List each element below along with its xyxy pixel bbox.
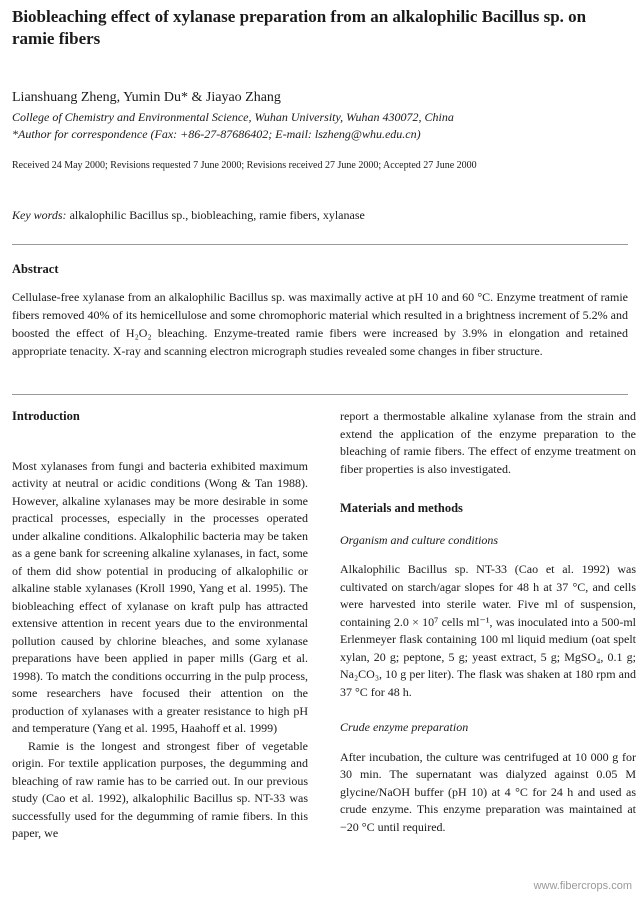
organism-subheading: Organism and culture conditions — [340, 532, 499, 547]
introduction-paragraph-2: Ramie is the longest and strongest fiber of vegetable origin. For textile application purposes, the degumming and bleaching of raw ramie has to be carried out. In our previous study (Cao et al. 1992), alkalophilic Bacillus sp. NT-33 was successfully used for the degumming of ramie fibers. In this paper, we — [12, 738, 308, 840]
introduction-continuation: report a thermostable alkaline xylanase from the strain and extend the application of the enzyme preparation to the bleaching of ramie fibers. The effect of enzyme treatment on fiber properties is also investigated. — [340, 409, 636, 476]
crude-enzyme-subheading: Crude enzyme preparation — [340, 720, 469, 734]
keywords-list: alkalophilic Bacillus sp., biobleaching, ramie fibers, xylanase — [69, 208, 365, 222]
divider-top — [12, 244, 628, 245]
methods-heading: Materials and methods — [340, 501, 463, 515]
abstract-heading: Abstract — [12, 262, 59, 276]
site-watermark: www.fibercrops.com — [533, 880, 632, 892]
introduction-paragraph-1: Most xylanases from fungi and bacteria exhibited maximum activity at neutral or acidic conditions (Wong & Tan 1988). However, alkaline xylanases may be more desirable in some practical processes, especially in the processes operated under alkaline conditions. Alkalophilic bacteria may be taken as a gene bank for screening alkaline xylanases, in fact, some of them did show potential in producing of alkalophilic or alkaline stable xylanases (Kroll 1990, Yang et al. 1995). The biobleaching effect of xylanase on kraft pulp has attracted extensive attention in recent years due to the environmental pollution caused by chlorine bleaches, and some xylanase preparations have been applied in paper mills (Garg et al. 1998). To match the conditions occurring in the pulp process, some researchers have focused their attention on the production of xylanases with a greater resistance to high pH and temperature (Yang et al. 1995, Haahoff et al. 1999) — [12, 458, 308, 735]
keywords-line — [12, 208, 365, 223]
submission-dates: Received 24 May 2000; Revisions requested 7 June 2000; Revisions received 27 June 2000; Accepted 27 June 2000 — [12, 160, 477, 171]
author-list: Lianshuang Zheng, Yumin Du* & Jiayao Zhang — [12, 90, 281, 105]
affiliation: College of Chemistry and Environmental Science, Wuhan University, Wuhan 430072, China — [12, 110, 454, 124]
divider-abstract — [12, 394, 628, 395]
correspondence-note: *Author for correspondence (Fax: +86-27-87686402; E-mail: lszheng@whu.edu.cn) — [12, 127, 421, 141]
crude-enzyme-text: After incubation, the culture was centrifuged at 10 000 g for 30 min. The supernatant was dialyzed against 0.05 M glycine/NaOH buffer (pH 10) at 4 °C for 24 h and used as crude enzyme. This enzyme preparation was maintained at −20 °C until required. — [340, 749, 636, 834]
keywords-label: Key words: — [12, 208, 67, 222]
introduction-heading: Introduction — [12, 409, 80, 423]
left-column — [12, 408, 308, 843]
organism-text: Alkalophilic Bacillus sp. NT-33 (Cao et al. 1992) was cultivated on starch/agar slopes for 48 h at 37 °C, and cells were harvested into sterile water. Five ml of suspension, containing 2.0 × 10⁷ cells ml⁻¹, was inoculated into a 500-ml Erlenmeyer flask containing 100 ml liquid medium (oat spelt xylan, 20 g; peptone, 5 g; yeast extract, 5 g; MgSO₄, 0.1 g; Na₂CO₃, 10 g per liter). The flask was shaken at 180 rpm and 37 °C for 48 h. — [340, 562, 636, 699]
paper-title: Biobleaching effect of xylanase preparation from an alkalophilic Bacillus sp. on ramie fibers — [12, 7, 587, 48]
abstract-text: Cellulase-free xylanase from an alkalophilic Bacillus sp. was maximally active at pH 10 and 60 °C. Enzyme treatment of ramie fibers removed 40% of its hemicellulose and some chromophoric material which resulted in a brightness increment of 5.2% and boosted the effect of H₂O₂ bleaching. Enzyme-treated ramie fibers were increased by 3.9% in elongation and retained appropriate tenacity. X-ray and scanning electron micrograph studies revealed some changes in fiber structure. — [12, 290, 628, 358]
right-column — [340, 408, 636, 836]
